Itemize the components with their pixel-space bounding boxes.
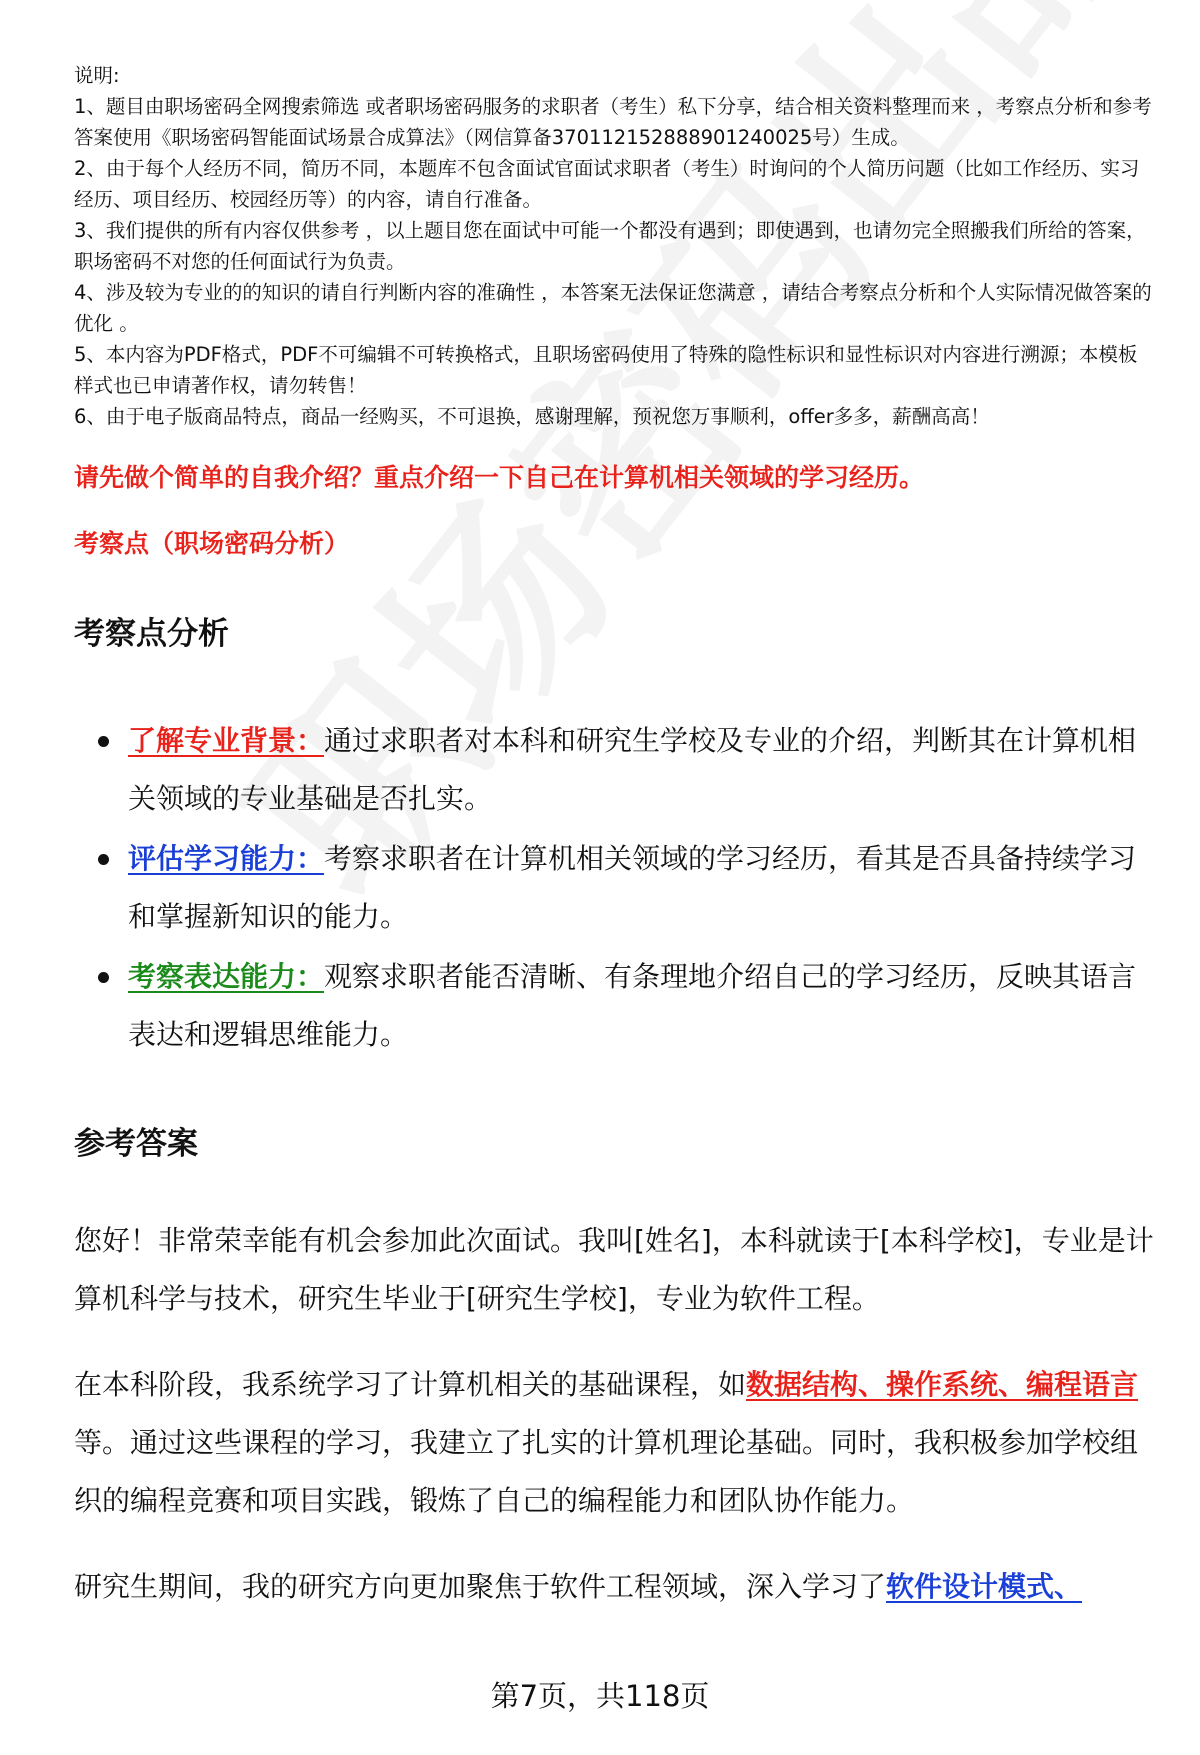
point-text: 考察求职者在计算机相关领域的学习经历，看其是否具备持续学习和掌握新知识的能力。 [128,842,1137,933]
answer-highlight: 软件设计模式、 [886,1570,1083,1603]
bullet-icon [98,854,109,865]
point-keyword: 考察表达能力： [128,960,325,993]
notes-title: 说明: [74,64,120,87]
answer-highlight: 数据结构、操作系统、编程语言 [746,1368,1139,1401]
notes-section [74,60,1154,432]
document-page [74,60,1154,1616]
answer-paragraph [74,1558,1154,1616]
analysis-point [74,712,1154,828]
page-number: 第7页，共118页 [490,1679,710,1713]
analysis-point [74,948,1154,1064]
note-item: 5、本内容为PDF格式，PDF不可编辑不可转换格式，且职场密码使用了特殊的隐性标识和显性标识对内容进行溯源；本模板样式也已申请著作权，请勿转售！ [74,343,1138,397]
note-item: 1、题目由职场密码全网搜索筛选 或者职场密码服务的求职者（考生）私下分享，结合相关资料整理而来 ，考察点分析和参考答案使用《职场密码智能面试场景合成算法》（网信算备370112152888901240025号）生成。 [74,95,1152,149]
note-item: 4、涉及较为专业的的知识的请自行判断内容的准确性 ，本答案无法保证您满意 ，请结合考察点分析和个人实际情况做答案的优化 。 [74,281,1152,335]
point-keyword: 了解专业背景： [128,724,325,757]
bullet-icon [98,736,109,747]
interview-question: 请先做个简单的自我介绍？重点介绍一下自己在计算机相关领域的学习经历。 [74,463,925,492]
note-item: 6、由于电子版商品特点，商品一经购买，不可退换，感谢理解，预祝您万事顺利，offer多多，薪酬高高！ [74,405,990,428]
analysis-point [74,830,1154,946]
point-keyword: 评估学习能力： [128,842,325,875]
answer-text: 在本科阶段，我系统学习了计算机相关的基础课程，如 [74,1368,747,1401]
bullet-icon [98,972,109,983]
point-text: 通过求职者对本科和研究生学校及专业的介绍，判断其在计算机相关领域的专业基础是否扎实。 [128,724,1137,815]
answer-paragraph: 您好！非常荣幸能有机会参加此次面试。我叫[姓名]，本科就读于[本科学校]，专业是计算机科学与技术，研究生毕业于[研究生学校]，专业为软件工程。 [74,1224,1154,1315]
answer-text: 研究生期间，我的研究方向更加聚焦于软件工程领域，深入学习了 [74,1570,887,1603]
note-item: 2、由于每个人经历不同，简历不同，本题库不包含面试官面试求职者（考生）时询问的个人简历问题（比如工作经历、实习经历、项目经历、校园经历等）的内容，请自行准备。 [74,157,1140,211]
analysis-points [74,712,1154,1064]
point-text: 观察求职者能否清晰、有条理地介绍自己的学习经历，反映其语言表达和逻辑思维能力。 [128,960,1137,1051]
note-item: 3、我们提供的所有内容仅供参考 ，以上题目您在面试中可能一个都没有遇到；即使遇到，也请勿完全照搬我们所给的答案，职场密码不对您的任何面试行为负责。 [74,219,1146,273]
answer-paragraph [74,1356,1154,1530]
analysis-subtitle: 考察点（职场密码分析） [74,529,350,558]
analysis-heading: 考察点分析 [74,616,229,652]
answer-text: 等。通过这些课程的学习，我建立了扎实的计算机理论基础。同时，我积极参加学校组织的编程竞赛和项目实践，锻炼了自己的编程能力和团队协作能力。 [74,1426,1139,1517]
answer-heading: 参考答案 [74,1126,198,1162]
